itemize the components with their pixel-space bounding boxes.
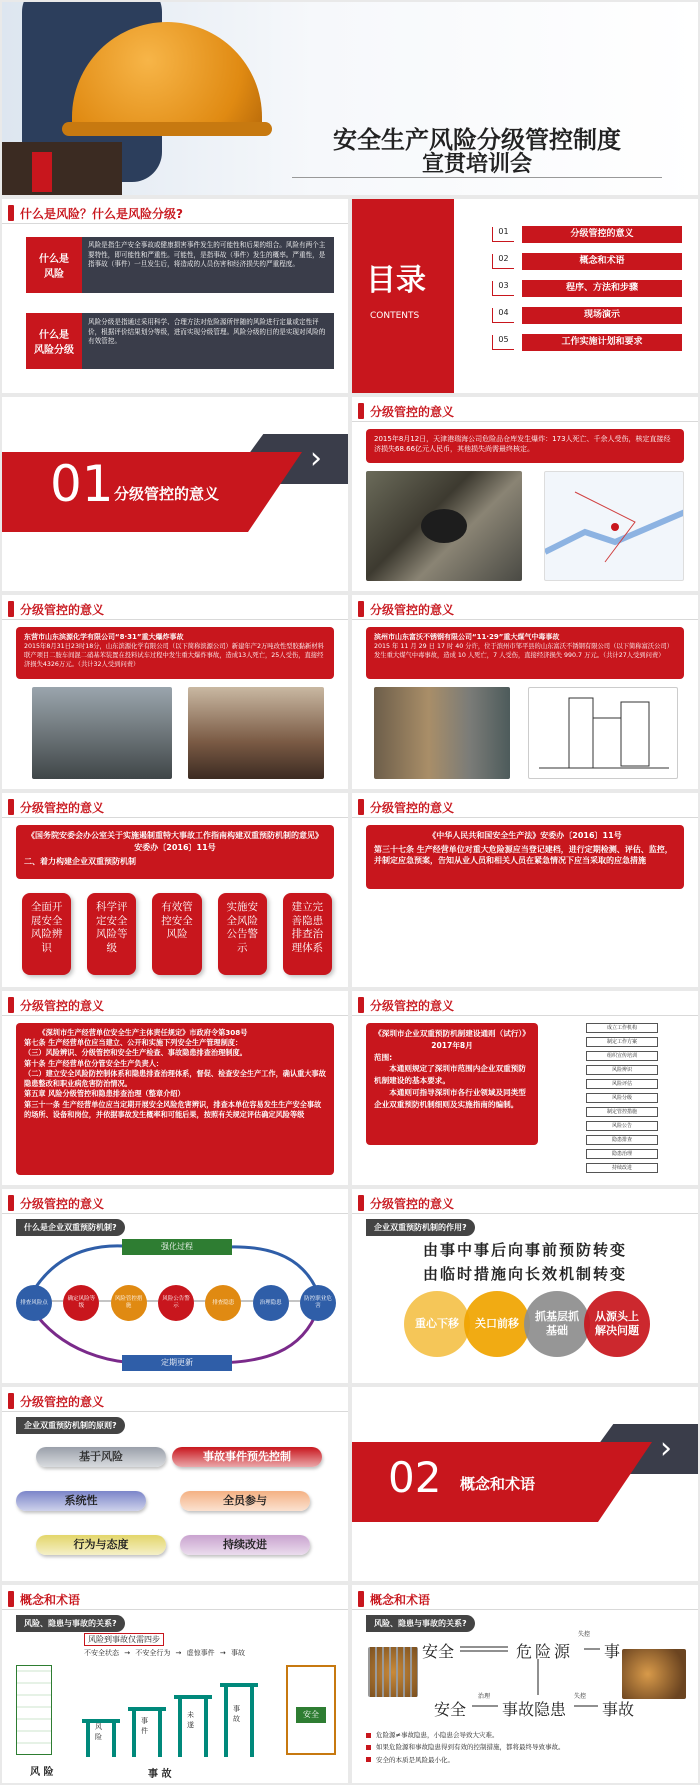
periodic-update-label: 定期更新: [122, 1355, 232, 1371]
principle-pill: 行为与态度: [36, 1535, 166, 1555]
toc-label: 现场演示: [522, 307, 682, 324]
bullet-row: [366, 1754, 686, 1766]
risk-grading-label-box: 什么是 风险分级: [26, 313, 82, 369]
pillar-leg: [158, 1707, 162, 1757]
slide-header: 分级管控的意义: [8, 1391, 104, 1411]
factory-photo: [32, 687, 172, 779]
slide-section-01: [2, 397, 348, 591]
relationship-arrows: [352, 1635, 698, 1715]
mechanism-node: 排查风险点: [16, 1285, 52, 1321]
law-title: 《中华人民共和国安全生产法》安委办〔2016〕11号: [428, 831, 622, 840]
flow-step: 制定工作方案: [586, 1037, 658, 1047]
slide-dual-mechanism: [2, 1189, 348, 1383]
law-box: [366, 825, 684, 889]
cover-underline: [292, 177, 662, 178]
flow-step: 隐患治理: [586, 1149, 658, 1159]
toc-number: 03: [492, 281, 514, 296]
contents-red-panel: [352, 199, 454, 393]
out-of-control-label-1: 失控: [578, 1631, 591, 1638]
general-box: [366, 1023, 538, 1145]
measure-card: 有效管控安全风险: [152, 893, 201, 975]
dongying-text: 2015年8月31日23时18分，山东滨源化学有限公司（以下简称滨源公司）新建年产2万吨改性型胶黏新材料联产项目二胺车间混二硝基苯装置在投料试车过程中发生重大爆炸事故，造成13人死亡，25人受伤，直接经济损失4326万元。（共计32人受到问责）: [24, 643, 324, 669]
pillar-leg: [112, 1719, 116, 1757]
dongying-box: [16, 627, 334, 679]
binzhou-title: 滨州市山东富沃不锈钢有限公司“11·29”重大煤气中毒事故: [374, 633, 560, 641]
effect-line-2: 由临时措施向长效机制转变: [422, 1265, 627, 1283]
mechanism-node: 治理隐患: [253, 1285, 289, 1321]
toc-number: 02: [492, 254, 514, 269]
strengthen-process-label: 强化过程: [122, 1239, 232, 1255]
next-arrow-icon[interactable]: ›: [660, 1431, 672, 1466]
mechanism-nodes: [16, 1285, 336, 1323]
pillar-leg: [204, 1695, 208, 1757]
risk-text-box: 风险是指生产安全事故或健康损害事件发生的可能性和后果的组合。风险有两个主要特性，即可能性和严重性。可能性，是指事故（事件）发生的概率。严重性，是指事故（事件）一旦发生后，将造成的人员伤害和经济损失的严重程度。: [82, 237, 334, 293]
principle-pills: [2, 1439, 348, 1579]
council-sub: 二、着力构建企业双重预防机制: [24, 857, 136, 867]
rule-line: 第五章 风险分级管控和隐患排查治理（整章介绍）: [24, 1089, 185, 1099]
measure-card: 科学评定安全风险等级: [87, 893, 136, 975]
bottom-risk-label: 风 险: [30, 1767, 54, 1778]
pillar: [128, 1695, 166, 1757]
slide-safety-law: [352, 793, 698, 987]
out-of-control-label-2: 失控: [574, 1693, 587, 1700]
toc-item[interactable]: [492, 248, 682, 275]
steps-subtitle: 风险到事故仅需四步: [84, 1633, 164, 1646]
slide-mechanism-effect: [352, 1189, 698, 1383]
next-arrow-icon[interactable]: ›: [310, 441, 322, 476]
pillar-leg: [178, 1695, 182, 1757]
binzhou-text: 2015 年 11 月 29 日 17 时 40 分许，位于滨州市邹平县的山东富沃不锈钢有限公司（以下简称富沃公司）发生重大煤气中毒事故，造成 10 人死亡，7 人受伤，直接经济损失 990.7 万元。（共计27人受到问责）: [374, 643, 674, 660]
pillar-leg: [132, 1707, 136, 1757]
word-hazard: 危险源: [516, 1642, 574, 1661]
slide-header: 什么是风险？什么是风险分级?: [8, 203, 183, 223]
general-title: 《深圳市企业双重预防机制建设通则（试行）》2017年8月: [374, 1029, 530, 1050]
pillar-leg: [86, 1719, 90, 1757]
step-label: 虚惊事件: [186, 1649, 215, 1657]
effect-circles: [404, 1291, 654, 1361]
measure-cards: [22, 893, 332, 975]
slide-header: 分级管控的意义: [8, 797, 104, 817]
slide-header: 分级管控的意义: [8, 1193, 104, 1213]
flow-step: 风险评估: [586, 1079, 658, 1089]
pipe-photo: [374, 687, 510, 779]
toc-label: 工作实施计划和要求: [522, 334, 682, 351]
mechanism-node: 确定风险等级: [63, 1285, 99, 1321]
courtroom-photo: [188, 687, 324, 779]
toc-label: 程序、方法和步骤: [522, 280, 682, 297]
toc-item[interactable]: [492, 221, 682, 248]
effect-circle: 抓基层抓基础: [524, 1291, 590, 1357]
general-p1: 本通则规定了深圳市范围内企业双重预防机制建设的基本要求。: [374, 1064, 526, 1086]
slide-binzhou: [352, 595, 698, 789]
pillar-leg: [250, 1683, 254, 1757]
principle-pill: 持续改进: [180, 1535, 310, 1555]
bottom-accident-label: 事 故: [148, 1769, 172, 1780]
pillar-leg: [224, 1683, 228, 1757]
pillar: [82, 1707, 120, 1757]
slide-shenzhen-general: [352, 991, 698, 1185]
bullet-row: [366, 1729, 686, 1741]
slide-risk-steps: [2, 1585, 348, 1783]
step-label: 不安全行为: [135, 1649, 171, 1657]
governance-label: 治理: [478, 1693, 491, 1700]
step-arrow-icon: →: [217, 1649, 228, 1657]
slide-header: 分级管控的意义: [358, 599, 454, 619]
slide-dongying: [2, 595, 348, 789]
flow-step: 隐患排查: [586, 1135, 658, 1145]
principle-pill: 事故事件预先控制: [172, 1447, 322, 1467]
step-label: 事故: [230, 1649, 245, 1657]
rule-line: （二）建立安全风险防控制体系和隐患排查治理体系，督促、检查安全生产工作，确认重大事故隐患整改和职业病危害防治情况。: [24, 1068, 326, 1089]
effect-circle: 重心下移: [404, 1291, 470, 1357]
council-box: [16, 825, 334, 879]
toc-label: 概念和术语: [522, 253, 682, 270]
word-safe-2: 安全: [434, 1700, 467, 1719]
word-event: 事: [604, 1642, 621, 1661]
contents-title: 目录: [366, 263, 426, 298]
slide-header: 分级管控的意义: [358, 797, 454, 817]
section-number: 02: [388, 1453, 442, 1502]
question-tag: 企业双重预防机制的原则?: [16, 1417, 125, 1434]
principle-pill: 全员参与: [180, 1491, 310, 1511]
flow-step: 持续改进: [586, 1163, 658, 1173]
general-scope: 范围:: [374, 1052, 393, 1062]
step-arrow-icon: →: [122, 1649, 133, 1657]
step-label: 不安全状态: [84, 1649, 119, 1657]
bullet-square-icon: [366, 1733, 371, 1738]
pillar-label: 事故: [233, 1705, 240, 1723]
bullet-square-icon: [366, 1745, 371, 1750]
flow-step: 风险分级: [586, 1093, 658, 1103]
cover-title-line1: 安全生产风险分级管控制度: [333, 126, 621, 154]
slide-header: 概念和术语: [8, 1589, 80, 1609]
scaffold-safety-figure: [286, 1665, 336, 1755]
toc-number: 05: [492, 335, 514, 350]
contents-subtitle: CONTENTS: [370, 311, 420, 321]
question-tag: 企业双重预防机制的作用?: [366, 1219, 475, 1236]
law-text: 第三十七条 生产经营单位对重大危险源应当登记建档，进行定期检测、评估、监控，并制定应急预案，告知从业人员和相关人员在紧急情况下应当采取的应急措施: [374, 844, 673, 866]
shenzhen-rule-box: [16, 1023, 334, 1175]
flow-step: 风险辨识: [586, 1065, 658, 1075]
slide-header: 分级管控的意义: [358, 995, 454, 1015]
pillar: [174, 1683, 212, 1757]
principle-pill: 基于风险: [36, 1447, 166, 1467]
measure-card: 建立完善隐患排查治理体系: [283, 893, 332, 975]
mechanism-node: 排查隐患: [205, 1285, 241, 1321]
slide-state-council: [2, 793, 348, 987]
rule-line: 《深圳市生产经营单位安全生产主体责任规定》市政府令第308号: [38, 1028, 248, 1037]
slide-principles: [2, 1387, 348, 1581]
rule-line: 第十条 生产经营单位分管安全生产负责人：: [24, 1058, 164, 1068]
flow-step: 成立工作机构: [586, 1023, 658, 1033]
toc-label: 分级管控的意义: [522, 226, 682, 243]
slide-shenzhen-rule: [2, 991, 348, 1185]
section-title: 概念和术语: [460, 1475, 536, 1493]
stacked-boxes-figure: [16, 1665, 52, 1755]
tianjin-text: 2015年8月12日，天津港瑞海公司危险品仓库发生爆炸：173人死亡、千余人受伤，核定直接经济损失68.66亿元人民币，其他损失尚需最终核定。: [366, 429, 684, 463]
slide-header: 分级管控的意义: [8, 599, 104, 619]
mechanism-node: 防控职业危害: [300, 1285, 336, 1321]
general-p2: 本通则可指导深圳市各行业领域及同类型企业双重预防机制细则及实施指南的编制。: [374, 1087, 526, 1109]
mechanism-node: 风险管控措施: [111, 1285, 147, 1321]
risk-grading-text-box: 风险分级是指通过采用科学、合理方法对危险源所伴随的风险进行定量或定性评价，根据评价结果划分等级，进而实现分级管理。风险分级的目的是实现对风险的有效管控。: [82, 313, 334, 369]
flow-step: 制定管控措施: [586, 1107, 658, 1117]
contents-list: [492, 221, 682, 356]
relationship-bullets: [366, 1729, 686, 1766]
rule-line: 第三十一条 生产经营单位应当定期开展安全风险危害辨识，排查本单位容易发生生产安全事故的场所、设备和岗位，并依据事故发生概率和可能后果，按照有关规定评估确定风险等级: [24, 1099, 322, 1119]
council-title: 《国务院安委会办公室关于实施遏制重特大事故工作指南构建双重预防机制的意见》安委办〔2016〕11号: [27, 831, 323, 852]
bullet-text: 如果危险源和事故隐患得到有效的控制措施，都将最终导致事故。: [376, 1743, 565, 1752]
helmet-worker-image: [2, 2, 262, 195]
bullet-square-icon: [366, 1757, 371, 1762]
slide-header: 分级管控的意义: [358, 401, 454, 421]
binzhou-box: [366, 627, 684, 679]
rule-line: 第七条 生产经营单位应当建立、公开和实施下列安全生产管理制度：: [24, 1038, 243, 1048]
slide-contents: [352, 199, 698, 393]
flow-step: 风险公告: [586, 1121, 658, 1131]
slide-tianjin: [352, 397, 698, 591]
effect-line-1: 由事中事后向事前预防转变: [422, 1241, 627, 1259]
principle-pill: 系统性: [16, 1491, 146, 1511]
bullet-text: 危险源≠事故隐患，小隐患会导致大灾难。: [376, 1731, 499, 1739]
measure-card: 全面开展安全风险辨识: [22, 893, 71, 975]
explosion-map-image: [544, 471, 684, 581]
flow-step: 组织宣传培训: [586, 1051, 658, 1061]
slide-what-is-risk: [2, 199, 348, 393]
section-title: 分级管控的意义: [114, 485, 220, 503]
pillar-label: 事件: [141, 1717, 148, 1735]
safe-label: 安全: [296, 1707, 326, 1723]
pillar: [220, 1671, 258, 1757]
slide-section-02: [352, 1387, 698, 1581]
cover-title-line2: 宣贯培训会: [421, 152, 532, 177]
slide-header: 分级管控的意义: [358, 1193, 454, 1213]
toc-item[interactable]: [492, 302, 682, 329]
explosion-site-photo: [366, 471, 522, 581]
slide-header: 分级管控的意义: [8, 995, 104, 1015]
word-accident: 事故: [602, 1700, 635, 1719]
dongying-title: 东营市山东滨源化学有限公司“8·31”重大爆炸事故: [24, 633, 184, 641]
slide-cover: [2, 2, 698, 195]
pillar-figures: [82, 1657, 262, 1757]
slide-header: 概念和术语: [358, 1589, 430, 1609]
construction-flowchart: [552, 1019, 692, 1179]
risk-label-box: 什么是 风险: [26, 237, 82, 293]
mechanism-node: 风险公告警示: [158, 1285, 194, 1321]
word-hidden-danger: 事故隐患: [502, 1700, 567, 1719]
toc-number: 04: [492, 308, 514, 323]
measure-card: 实施安全风险公告警示: [218, 893, 267, 975]
pillar-label: 未遂: [187, 1711, 194, 1729]
effect-circle: 关口前移: [464, 1291, 530, 1357]
question-tag: 风险、隐患与事故的关系?: [366, 1615, 475, 1632]
toc-number: 01: [492, 227, 514, 242]
question-tag: 什么是企业双重预防机制?: [16, 1219, 125, 1236]
slide-hazard-relationship: [352, 1585, 698, 1783]
section-number: 01: [50, 455, 114, 513]
question-tag: 风险、隐患与事故的关系?: [16, 1615, 125, 1632]
effect-circle: 从源头上解决问题: [584, 1291, 650, 1357]
technical-drawing: [528, 687, 678, 779]
toc-item[interactable]: [492, 329, 682, 356]
rule-line: （三）风险辨识、分级管控和安全生产检查、事故隐患排查治理制度。: [24, 1048, 247, 1058]
pillar-label: 风险: [95, 1723, 102, 1741]
bullet-text: 安全的本质是风险最小化。: [376, 1755, 454, 1764]
word-safe: 安全: [422, 1642, 455, 1661]
toc-item[interactable]: [492, 275, 682, 302]
bullet-row: [366, 1741, 686, 1753]
step-arrow-icon: →: [173, 1649, 184, 1657]
